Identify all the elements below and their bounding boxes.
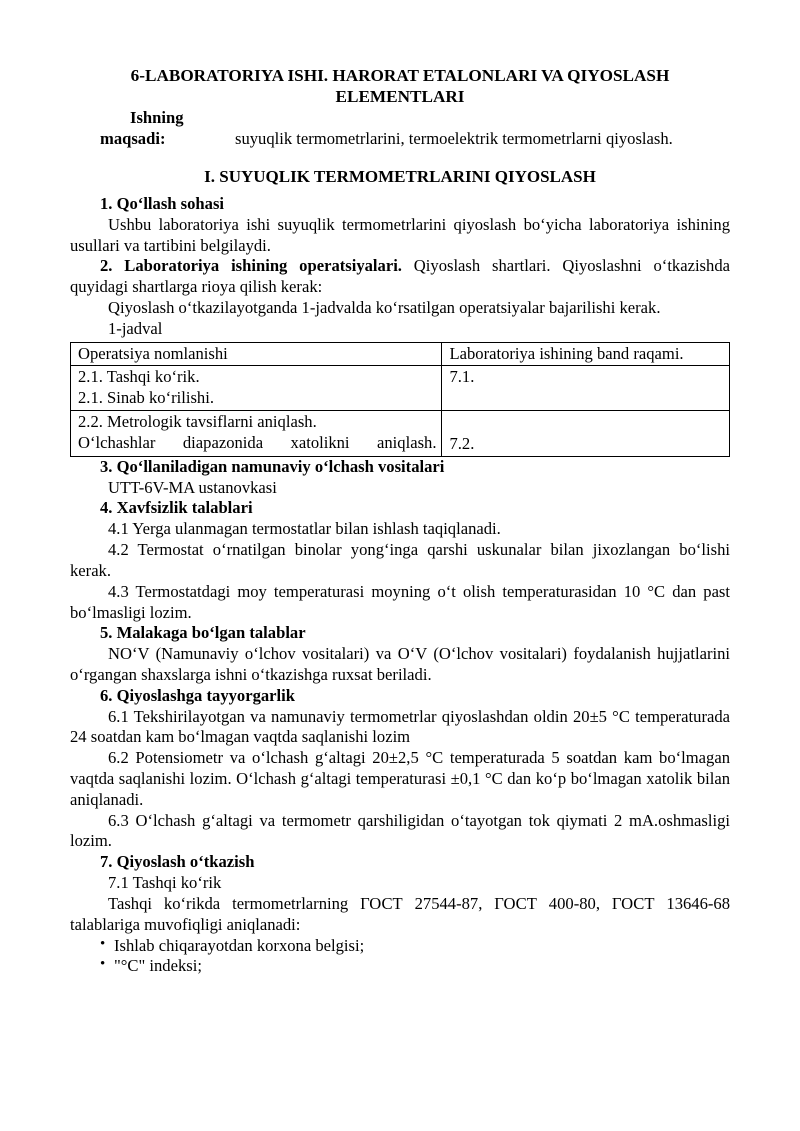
table-cell-line: 2.2. Metrologik tavsiflarni aniqlash. [78,412,317,432]
purpose-text: suyuqlik termometrlarini, termoelektrik termometrlarni qiyoslash. [235,128,673,148]
table-header-cell-operation: Operatsiya nomlanishi [71,342,442,366]
subsection-7-1: 7.1 Tashqi ko‘rik [108,873,222,893]
subsection-6-2: 6.2 Potensiometr va o‘lchash g‘altagi 20±2,5 °C temperaturada 5 soatdan kam bo‘lmagan vaqtda saqlanishi lozim. O‘lchash g‘altagi temperaturasi ±0,1 °C dan ko‘p bo‘lmagan xatolik bilan aniqlanadi. [70,748,730,809]
subsection-7-head: 7. Qiyoslash o‘tkazish [100,852,255,872]
subsection-2-paragraph [70,256,730,298]
table-header-row [71,342,730,366]
operations-table [70,342,730,457]
table-row [71,366,730,411]
table-cell-line: 7.2. [449,434,475,454]
purpose-paragraph [70,108,730,150]
table-cell-operations-2 [71,411,442,457]
subsection-5-head: 5. Malakaga bo‘lgan talablar [100,623,306,643]
subsection-4-1: 4.1 Yerga ulanmagan termostatlar bilan ishlash taqiqlanadi. [108,519,501,539]
subsection-3-head: 3. Qo‘llaniladigan namunaviy o‘lchash vositalari [100,456,445,476]
table-cell-line: O‘lchashlar diapazonida xatolikni aniqlash. [78,432,437,452]
purpose-label: Ishning maqsadi: [100,107,184,148]
list-item: • "°C" indeksi; [70,956,730,977]
subsection-6-1: 6.1 Tekshirilayotgan va namunaviy termometrlar qiyoslashdan oldin 20±5 °C temperaturada 24 soatdan kam bo‘lmagan vaqtda saqlanishi lozim [70,706,730,747]
table-cell-line: 7.1. [449,367,475,387]
table-row [71,411,730,457]
subsection-3-body: UTT-6V-MA ustanovkasi [108,477,277,497]
subsection-2-body-2: Qiyoslash o‘tkazilayotganda 1-jadvalda ko‘rsatilgan operatsiyalar bajarilishi kerak. [108,297,661,317]
subsection-6-head: 6. Qiyoslashga tayyorgarlik [100,685,295,705]
subsection-1-body: Ushbu laboratoriya ishi suyuqlik termometrlarini qiyoslash bo‘yicha laboratoriya ishining usullari va tartibini belgilaydi. [70,214,730,255]
subsection-4-head: 4. Xavfsizlik talablari [100,498,253,518]
table-cell-operations-1 [71,366,442,411]
requirements-list [70,936,730,978]
subsection-7-body: Tashqi ko‘rikda termometrlarning ГОСТ 27544-87, ГОСТ 400-80, ГОСТ 13646-68 talablariga muvofiqligi aniqlanadi: [70,893,730,934]
subsection-2-body-1: Qiyoslash shartlari. Qiyoslashni o‘tkazishda quyidagi shartlarga rioya qilish kerak: [70,256,730,297]
table-cell-section-1 [442,366,730,411]
subsection-2-head: 2. Laboratoriya ishining operatsiyalari. [100,256,402,276]
subsection-4-2: 4.2 Termostat o‘rnatilgan binolar yong‘inga qarshi uskunalar bilan jixozlangan bo‘lishi kerak. [70,540,730,580]
list-item: • Ishlab chiqarayotdan korxona belgisi; [70,936,730,957]
subsection-6-3: 6.3 O‘lchash g‘altagi va termometr qarshiligidan o‘tayotgan tok qiymati 2 mA.oshmasligi lozim. [70,810,730,851]
table-cell-line: 2.1. Sinab ko‘rilishi. [78,388,214,408]
table-cell-line: 2.1. Tashqi ko‘rik. [78,367,200,387]
table-caption: 1-jadval [108,318,163,338]
table-cell-section-2 [442,411,730,457]
page-title: 6-LABORATORIYA ISHI. HARORAT ETALONLARI VA QIYOSLASH ELEMENTLARI [130,66,670,106]
subsection-1-head: 1. Qo‘llash sohasi [100,193,225,213]
heading-section-1: I. SUYUQLIK TERMOMETRLARINI QIYOSLASH [204,166,596,186]
table-header-cell-section: Laboratoriya ishining band raqami. [442,342,730,366]
subsection-4-3: 4.3 Termostatdagi moy temperaturasi moyning o‘t olish temperaturasidan 10 °C dan past bo‘lmasligi lozim. [70,581,730,622]
subsection-5-body: NO‘V (Namunaviy o‘lchov vositalari) va O‘V (O‘lchov vositalari) foydalanish hujjatlarini o‘rgangan shaxslarga ishni o‘tkazishga ruxsat beriladi. [70,644,730,684]
